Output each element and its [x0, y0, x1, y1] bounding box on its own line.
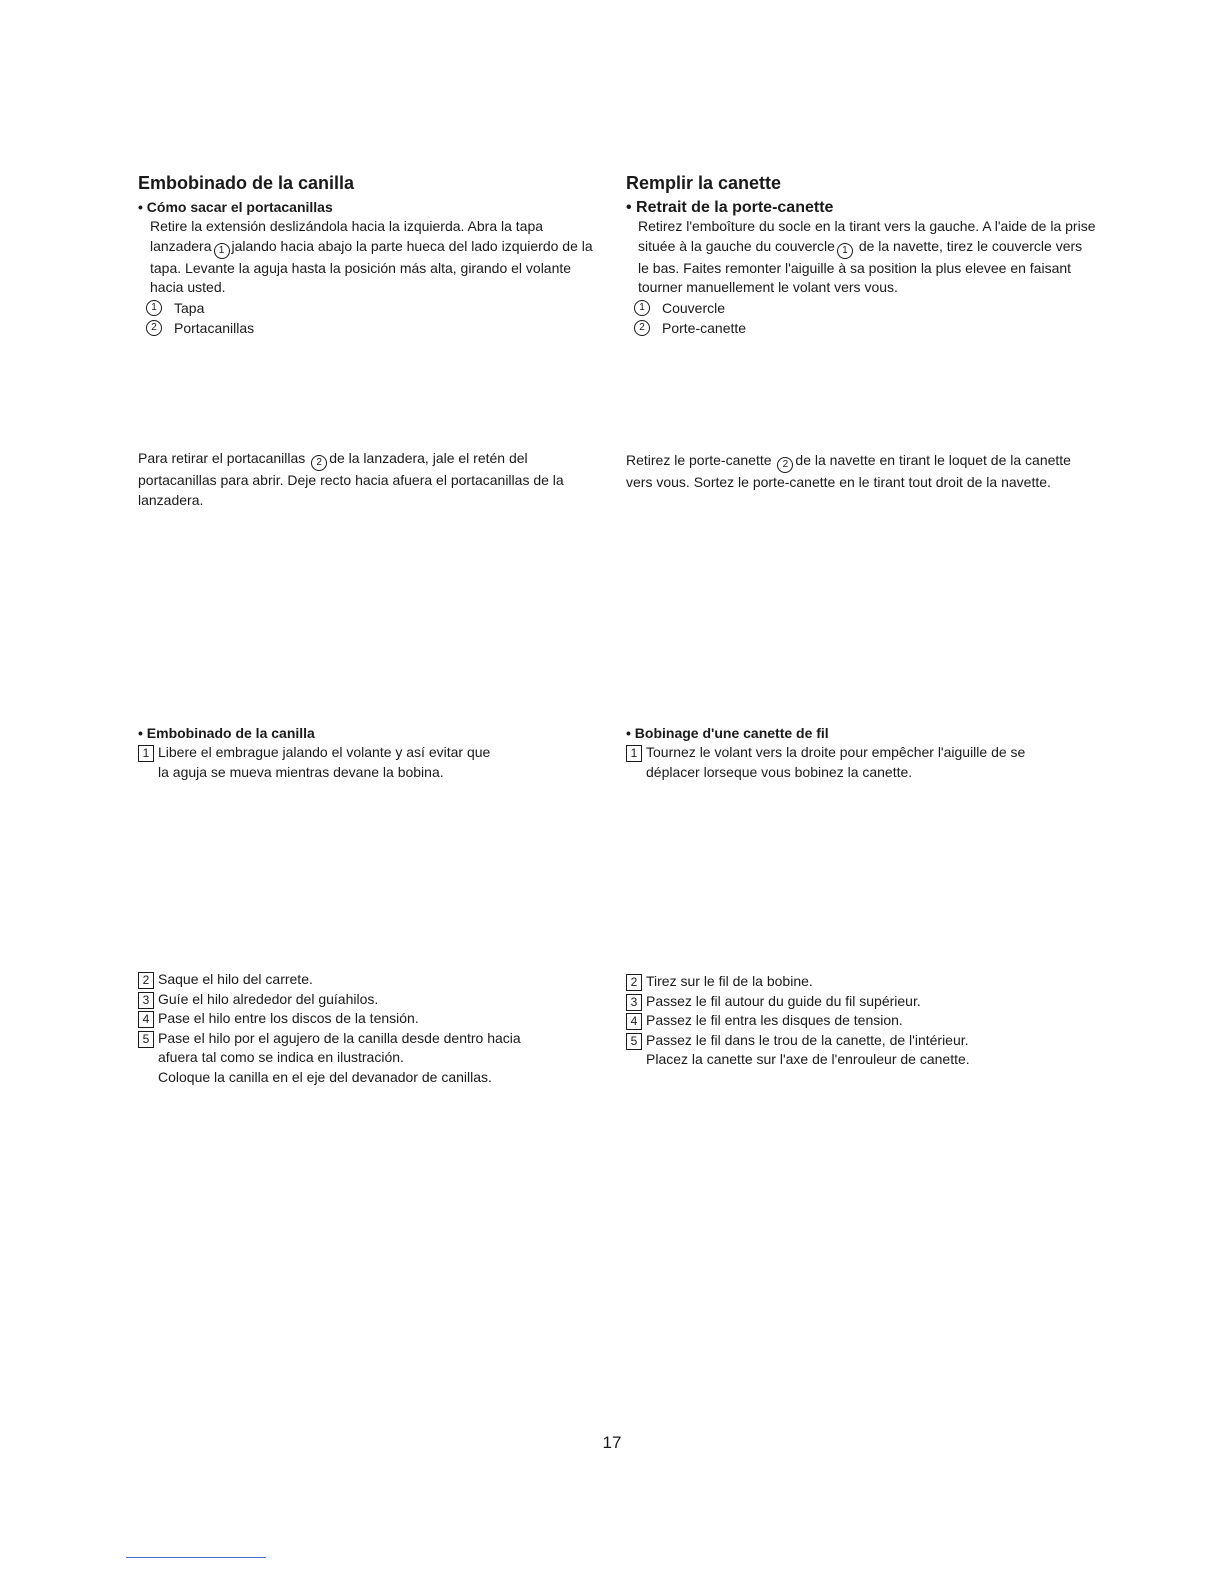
step-number-icon: 3 — [138, 992, 154, 1009]
step-number-icon: 3 — [626, 994, 642, 1011]
left-instructions-1: Retire la extensión deslizándola hacia la izquierda. Abra la tapa lanzadera 1 jalando hacia abajo la parte hueca del lado izquierdo de la tapa. Levante la aguja hasta la posición más alta, girando el volante hacia usted. — [150, 218, 593, 295]
callout-1-icon: 1 — [634, 300, 650, 316]
callout-2-icon: 2 — [777, 457, 793, 473]
step-number-icon: 2 — [626, 974, 642, 991]
left-instructions-2: Para retirar el portacanillas 2 de la lanzadera, jale el retén del portacanillas para abrir. Deje recto hacia afuera el portacanillas de la lanzadera. — [138, 450, 564, 508]
step-item: 5 Passez le fil dans le trou de la canette, de l'intérieur. — [626, 1031, 1096, 1051]
right-title: Remplir la canette — [626, 173, 782, 193]
step-number-icon: 4 — [626, 1013, 642, 1030]
right-heading-remove-bobbin-case: • Retrait de la porte-canette — [626, 199, 834, 216]
left-section-4 — [138, 970, 608, 1087]
callout-1-icon: 1 — [214, 243, 230, 259]
callout-2-icon: 2 — [311, 455, 327, 471]
step-number-icon: 2 — [138, 972, 154, 989]
right-section-2 — [626, 451, 1096, 493]
step-item: 3 Passez le fil autour du guide du fil supérieur. — [626, 992, 1096, 1012]
step-item: 4 Passez le fil entra les disques de tension. — [626, 1011, 1096, 1031]
step-item: 3 Guíe el hilo alrededor del guíahilos. — [138, 990, 608, 1010]
step-number-icon: 1 — [626, 745, 642, 762]
page-number: 17 — [602, 1433, 622, 1452]
step-continuation: la aguja se mueva mientras devane la bobina. — [158, 763, 444, 780]
step-number-icon: 5 — [626, 1033, 642, 1050]
left-section-3 — [138, 724, 608, 782]
step-continuation: Coloque la canilla en el eje del devanador de canillas. — [158, 1068, 492, 1085]
step-item: 2 Saque el hilo del carrete. — [138, 970, 608, 990]
legend-item: 2 Portacanillas — [146, 318, 608, 338]
step-continuation: déplacer lorseque vous bobinez la canette. — [646, 763, 913, 780]
right-instructions-1: Retirez l'emboîture du socle en la tirant vers la gauche. A l'aide de la prise située à la gauche du couvercle 1 de la navette, tirez le couvercle vers le bas. Faites remonter l'aiguille à sa position la plus elevee en faisant tourner manuellement le volant vers vous. — [638, 218, 1096, 295]
callout-2-icon: 2 — [146, 320, 162, 336]
right-instructions-2: Retirez le porte-canette 2 de la navette en tirant le loquet de la canette vers vous. Sortez le porte-canette en le tirant tout droit de la navette. — [626, 452, 1071, 490]
callout-1-icon: 1 — [837, 243, 853, 259]
callout-2-icon: 2 — [634, 320, 650, 336]
step-item: 2 Tirez sur le fil de la bobine. — [626, 972, 1096, 992]
left-heading-remove-bobbin-case: • Cómo sacar el portacanillas — [138, 199, 333, 215]
right-heading-winding: • Bobinage d'une canette de fil — [626, 725, 829, 741]
legend-item: 1 Couvercle — [634, 298, 1096, 318]
right-section-3 — [626, 724, 1096, 782]
step-number-icon: 4 — [138, 1011, 154, 1028]
step-number-icon: 1 — [138, 745, 154, 762]
right-section-4 — [626, 972, 1096, 1070]
step-number-icon: 5 — [138, 1031, 154, 1048]
step-item: 1 Tournez le volant vers la droite pour empêcher l'aiguille de se — [626, 743, 1096, 763]
left-section-2 — [138, 449, 608, 510]
right-section-1 — [626, 172, 1096, 338]
left-title: Embobinado de la canilla — [138, 173, 355, 193]
callout-1-icon: 1 — [146, 300, 162, 316]
decorative-line — [126, 1557, 266, 1558]
step-item: 4 Pase el hilo entre los discos de la tensión. — [138, 1009, 608, 1029]
legend-item: 1 Tapa — [146, 298, 608, 318]
step-item: 1 Libere el embrague jalando el volante y así evitar que — [138, 743, 608, 763]
right-legend — [626, 298, 1096, 338]
left-legend — [138, 298, 608, 338]
step-item: 5 Pase el hilo por el agujero de la canilla desde dentro hacia — [138, 1029, 608, 1049]
step-continuation: Placez la canette sur l'axe de l'enrouleur de canette. — [646, 1051, 970, 1067]
step-continuation: afuera tal como se indica en ilustración. — [158, 1049, 404, 1065]
left-heading-winding: • Embobinado de la canilla — [138, 725, 315, 741]
legend-item: 2 Porte-canette — [634, 318, 1096, 338]
left-section-1 — [138, 172, 608, 338]
